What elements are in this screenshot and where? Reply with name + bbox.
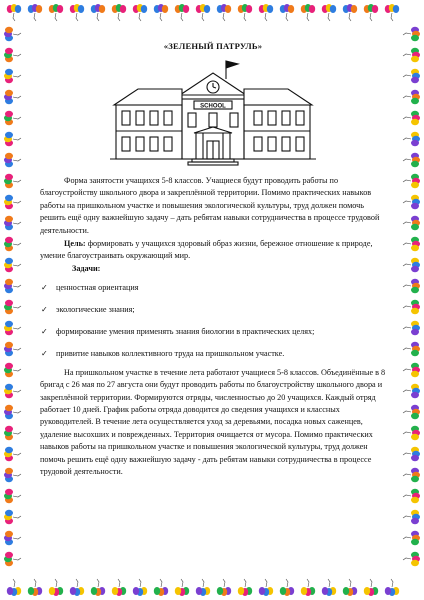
balloon-ornament — [4, 195, 21, 209]
balloon-ornament — [403, 279, 420, 293]
balloon-ornament — [403, 90, 420, 104]
balloon-ornament — [7, 4, 21, 21]
balloon-ornament — [4, 27, 21, 41]
balloon-ornament — [385, 579, 399, 596]
list-item — [40, 277, 386, 299]
balloon-ornament — [259, 579, 273, 596]
balloon-ornament — [49, 4, 63, 21]
balloon-ornament — [4, 552, 21, 566]
balloon-ornament — [4, 531, 21, 545]
balloon-ornament — [403, 216, 420, 230]
balloon-ornament — [403, 48, 420, 62]
balloon-ornament — [49, 579, 63, 596]
balloon-ornament — [403, 258, 420, 272]
balloon-ornament — [4, 132, 21, 146]
balloon-ornament — [7, 579, 21, 596]
balloon-ornament — [322, 4, 336, 21]
balloon-ornament — [403, 69, 420, 83]
balloon-ornament — [238, 579, 252, 596]
checkmark-icon: ✓ — [41, 283, 48, 293]
balloon-ornament — [364, 579, 378, 596]
balloon-ornament — [259, 4, 273, 21]
balloon-ornament — [403, 174, 420, 188]
balloon-ornament — [4, 489, 21, 503]
balloon-ornament — [4, 447, 21, 461]
balloon-ornament — [343, 4, 357, 21]
balloon-ornament — [364, 4, 378, 21]
balloon-ornament — [403, 468, 420, 482]
balloon-ornament — [154, 4, 168, 21]
task-text: формирование умения применять знания биологии в практических целях; — [56, 327, 315, 337]
balloon-ornament — [28, 4, 42, 21]
balloon-ornament — [4, 69, 21, 83]
balloon-ornament — [133, 579, 147, 596]
balloon-ornament — [217, 579, 231, 596]
balloon-ornament — [301, 579, 315, 596]
school-building-illustration — [108, 57, 318, 167]
balloon-ornament — [4, 90, 21, 104]
balloon-ornament — [4, 48, 21, 62]
balloon-ornament — [175, 579, 189, 596]
balloon-ornament — [403, 237, 420, 251]
balloon-ornament — [154, 579, 168, 596]
balloon-ornament — [403, 510, 420, 524]
goal-label: Цель: — [64, 239, 86, 249]
balloon-ornament — [301, 4, 315, 21]
balloon-ornament — [112, 579, 126, 596]
balloon-ornament — [403, 552, 420, 566]
balloon-ornament — [4, 300, 21, 314]
balloon-ornament — [403, 384, 420, 398]
balloon-ornament — [91, 4, 105, 21]
balloon-ornament — [403, 426, 420, 440]
balloon-ornament — [4, 237, 21, 251]
details-paragraph — [40, 367, 386, 479]
checkmark-icon: ✓ — [41, 327, 48, 337]
balloon-ornament — [238, 4, 252, 21]
tasks-heading: Задачи: — [72, 263, 101, 273]
balloon-ornament — [403, 405, 420, 419]
checkmark-icon: ✓ — [41, 305, 48, 315]
balloon-ornament — [4, 510, 21, 524]
page-title: «ЗЕЛЕНЫЙ ПАТРУЛЬ» — [163, 41, 263, 51]
balloon-ornament — [4, 279, 21, 293]
balloon-ornament — [4, 321, 21, 335]
balloon-ornament — [196, 4, 210, 21]
balloon-ornament — [4, 216, 21, 230]
balloon-ornament — [4, 174, 21, 188]
balloon-ornament — [322, 579, 336, 596]
tasks-list — [40, 277, 386, 365]
goal-text: формировать у учащихся здоровый образ жизни, бережное отношение к природе, умение благоустраивать окружающий мир. — [40, 239, 373, 261]
balloon-ornament — [403, 363, 420, 377]
balloon-ornament — [4, 468, 21, 482]
goal-paragraph — [40, 238, 386, 263]
balloon-ornament — [196, 579, 210, 596]
balloon-ornament — [403, 489, 420, 503]
intro-text: Форма занятости учащихся 5-8 классов. Учащиеся будут проводить работы по благоустройству школьного двора и закреплённой территории. Помимо практических навыков работы на пришкольном участке и повышения экологической культуры, труд должен помочь решить ещё одну важнейшую задачу – дать ребятам навыки сотрудничества в процессе трудовой деятельности. — [40, 176, 380, 235]
balloon-ornament — [403, 531, 420, 545]
balloon-ornament — [403, 300, 420, 314]
balloon-ornament — [70, 4, 84, 21]
balloon-ornament — [217, 4, 231, 21]
balloon-ornament — [175, 4, 189, 21]
balloon-ornament — [403, 447, 420, 461]
balloon-ornament — [403, 342, 420, 356]
balloon-ornament — [403, 132, 420, 146]
balloon-ornament — [112, 4, 126, 21]
balloon-ornament — [4, 342, 21, 356]
balloon-ornament — [28, 579, 42, 596]
balloon-ornament — [403, 153, 420, 167]
balloon-ornament — [4, 405, 21, 419]
balloon-ornament — [70, 579, 84, 596]
task-text: ценностная ориентация — [56, 283, 139, 293]
balloon-ornament — [280, 579, 294, 596]
intro-paragraph — [40, 175, 386, 237]
balloon-ornament — [280, 4, 294, 21]
balloon-ornament — [403, 321, 420, 335]
school-sign-text: SCHOOL — [200, 103, 226, 110]
balloon-ornament — [343, 579, 357, 596]
task-text: привитие навыков коллективного труда на пришкольном участке. — [56, 349, 285, 359]
balloon-ornament — [133, 4, 147, 21]
checkmark-icon: ✓ — [41, 349, 48, 359]
document-page — [40, 38, 386, 479]
list-item — [40, 343, 386, 365]
details-text: На пришкольном участке в течение лета работают учащиеся 5-8 классов. Объединённые в 8 бригад с 26 мая по 27 августа они будут проводить работы по благоустройству школьного двора и закреплённой территории. Формируются отряды, численностью до 20 учащихся. Каждый отряд работает 10 дней. График работы отряда доводится до сведения учащихся и классных руководителей. В течение лета осуществляется уход за деревьями, посадка новых саженцев, удаление высохших и поврежденных. Территория очищается от мусора. Помимо практических навыков работы на пришкольном участке и повышения экологической культуры, труд должен помочь решить ещё одну важнейшую задачу - дать ребятам навыки сотрудничества в процессе трудовой деятельности. — [40, 367, 386, 477]
balloon-ornament — [4, 258, 21, 272]
balloon-ornament — [4, 363, 21, 377]
balloon-ornament — [385, 4, 399, 21]
balloon-ornament — [91, 579, 105, 596]
balloon-ornament — [4, 426, 21, 440]
task-text: экологические знания; — [56, 305, 135, 315]
list-item — [40, 321, 386, 343]
balloon-ornament — [4, 111, 21, 125]
balloon-ornament — [4, 384, 21, 398]
balloon-ornament — [403, 195, 420, 209]
list-item — [40, 299, 386, 321]
balloon-ornament — [403, 111, 420, 125]
balloon-ornament — [403, 27, 420, 41]
balloon-ornament — [4, 153, 21, 167]
